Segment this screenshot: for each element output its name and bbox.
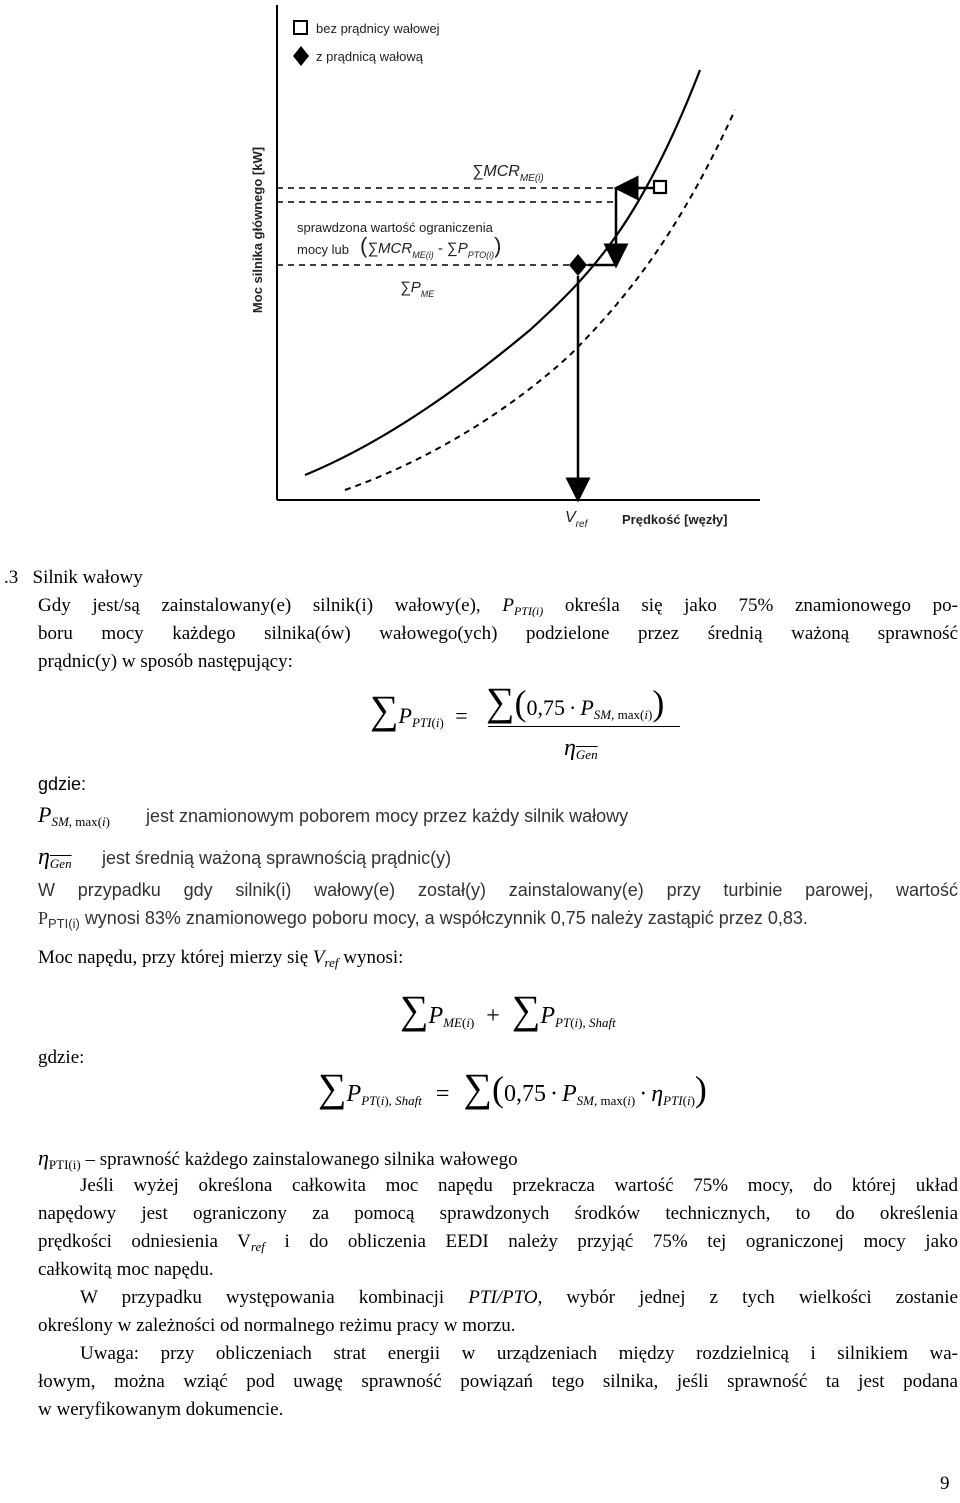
limit-para-line-3: prędkości odniesienia $V_{ref}$ i do obliczenia EEDI należy przyjąć 75% tej ograniczonej mocy jako: [38, 1231, 959, 1254]
note-line-2: łowym, można wziąć pod uwagę sprawność powiązań tego silnika, jeśli sprawność ta jest podana: [38, 1371, 958, 1392]
x-axis-label: Prędkość [węzły]: [622, 512, 728, 527]
limit-label-2: mocy lub: [297, 242, 350, 257]
section-heading: [4, 564, 143, 592]
intro-line-2: boru mocy każdego silnika(ów) wałowego(ych) podzielone przez średnią ważoną sprawność: [38, 623, 958, 644]
formula-pti-lhs: $\sum P_{PTI(i)}$ =: [370, 687, 468, 732]
curve-with-shaft: [305, 70, 700, 475]
limit-label-1: sprawdzona wartość ograniczenia: [297, 220, 493, 235]
legend-square-icon: [294, 21, 307, 34]
sum-mcr-label: $\sum MCR_{ME(i)}$: [472, 163, 544, 184]
fraction-bar: [488, 726, 680, 727]
legend-without: bez prądnicy wałowej: [316, 21, 440, 36]
turbine-line-2: $P_{PTI(i)}$ wynosi 83% znamionowego poboru mocy, a współczynnik 0,75 należy zastąpić przez 0,83.: [38, 908, 808, 931]
limit-para-line-1: Jeśli wyżej określona całkowita moc napędu przekracza wartość 75% mocy, do której układ: [80, 1175, 958, 1196]
pti-pto-line-2: określony w zależności od normalnego reżimu pracy w morzu.: [38, 1315, 516, 1336]
formula-shaft-power: $\sum P_{PT(i), Shaft} = \sum(0,75 \cdot P_{SM, max(i)} \cdot \eta_{PTI(i)})$: [318, 1065, 707, 1110]
eta-gen-symbol: $\eta_{\overline{Gen}}$: [38, 844, 72, 871]
moc-napedu-line: Moc napędu, przy której mierzy się $V_{ref}$ wynosi:: [38, 947, 404, 970]
operating-point-diamond: [569, 254, 587, 276]
turbine-line-1: W przypadku gdy silnik(i) wałowy(e) został(y) zainstalowany(e) przy turbinie parowej, wartość: [38, 880, 958, 900]
formula-pti-denominator: $\eta_{\overline{Gen}}$: [564, 735, 598, 762]
formula-pti-numerator: $\sum(0,75 \cdot P_{SM, max(i)})$: [486, 679, 665, 724]
legend-with: z prądnicą wałową: [316, 49, 423, 64]
intro-line-1: Gdy jest/są zainstalowany(e) silnik(i) wałowy(e), $P_{PTI(i)}$ określa się jako 75% znamionowego po-: [38, 595, 959, 618]
psm-symbol: $P_{SM, max(i)}$: [38, 802, 110, 829]
eta-pti-definition: $\eta_{PTI(i)}$ – sprawność każdego zainstalowanego silnika wałowego: [38, 1145, 518, 1172]
where-label-1: gdzie:: [38, 774, 87, 794]
section-number: .3: [4, 567, 19, 588]
vref-label: $V_{ref}$: [565, 509, 588, 530]
power-speed-chart: [240, 0, 770, 535]
section-title: Silnik wałowy: [32, 567, 143, 588]
limit-para-line-4: całkowitą moc napędu.: [38, 1259, 214, 1280]
page-number: 9: [940, 1473, 950, 1494]
psm-definition: jest znamionowym poborem mocy przez każdy silnik wałowy: [146, 806, 629, 826]
eta-gen-definition: jest średnią ważoną sprawnością prądnic(y): [102, 848, 452, 868]
where-label-2: gdzie:: [38, 1047, 85, 1068]
sum-pme-label: $\sum P_{ME}$: [400, 279, 435, 299]
limit-para-line-2: napędowy jest ograniczony za pomocą sprawdzonych środków technicznych, to do określenia: [38, 1203, 958, 1224]
operating-point-square: [654, 181, 666, 193]
note-line-3: w weryfikowanym dokumencie.: [38, 1399, 284, 1420]
note-line-1: Uwaga: przy obliczeniach strat energii w urządzeniach między rozdzielnicą i silnikiem wa-: [80, 1343, 958, 1364]
limit-expression: $(\sum MCR_{ME(i)} - \sum P_{PTO(i)})$: [360, 233, 502, 260]
legend-diamond-icon: [293, 46, 309, 66]
formula-total-power: $\sum P_{ME(i)} + \sum P_{PT(i), Shaft}$: [400, 987, 616, 1032]
intro-line-3: prądnic(y) w sposób następujący:: [38, 651, 293, 672]
y-axis-label: Moc silnika głównego [kW]: [250, 146, 265, 314]
pti-pto-line-1: W przypadku występowania kombinacji PTI/PTO, wybór jednej z tych wielkości zostanie: [80, 1287, 958, 1308]
curve-without-shaft: [345, 110, 735, 490]
